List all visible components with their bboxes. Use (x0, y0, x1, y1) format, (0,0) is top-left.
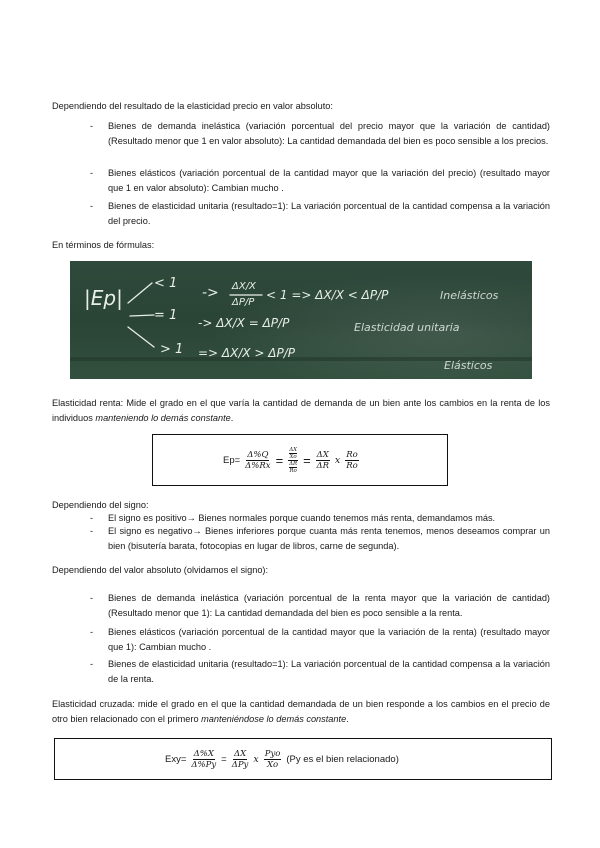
row1-word: Inelásticos (440, 289, 499, 302)
list-dash: - (90, 121, 94, 131)
formula-fraction (245, 450, 270, 471)
cross-end: . (346, 713, 349, 724)
frac-num: Pyo (264, 748, 281, 759)
income-title: Elasticidad renta: (52, 398, 124, 408)
list-item (90, 524, 550, 554)
formula-fraction (191, 749, 216, 770)
formula-fraction (345, 450, 359, 471)
lt-one-label: < 1 (154, 276, 178, 291)
cross-text: mide el grado en el que la cantidad demandada de un bien responde a los cambios en el precio de otro bien relacionado con el primero (52, 699, 550, 724)
income-text: Mide el grado en el que varía la cantidad de demanda de un bien ante los cambios en la renta de los individuos (52, 398, 550, 423)
frac-den: Δ%Rx (245, 460, 271, 471)
cross-title: Elasticidad cruzada: (52, 699, 135, 709)
formula-equals: = (221, 753, 227, 765)
arrow-label: -> (202, 285, 219, 301)
list-dash: - (90, 513, 94, 523)
frac-den-label: ΔP/P (232, 297, 255, 308)
row2-formula: -> ΔX/X = ΔP/P (198, 316, 290, 330)
formula-compound-fraction (288, 447, 298, 474)
list-item-text: El signo es positivo→ Bienes normales porque cuando tenemos más renta, demandamos más. (108, 513, 496, 523)
frac-den: Ro (346, 460, 358, 471)
chalkboard-drawing (70, 261, 532, 379)
formula-lhs: Exy= (165, 753, 187, 765)
formula-cross-box (54, 738, 552, 780)
list-dash: - (90, 593, 94, 603)
formula-note: (Py es el bien relacionado) (286, 753, 399, 765)
list-item-text: El signo es negativo→ Bienes inferiores porque cuanta más renta tenemos, menos deseamos comprar un bien (bisutería barata, fotocopias en lugar de libros, carne de segunda). (108, 526, 550, 551)
list-item-text: Bienes elásticos (variación porcentual de la cantidad mayor que la variación del precio) (resultado mayor que 1 en valor absoluto): Cambian mucho . (108, 168, 550, 193)
formula-fraction (316, 450, 330, 471)
frac-num: Ro (346, 449, 358, 460)
abs-ep-label: |Ep| (84, 286, 123, 310)
intro-absolute: Dependiendo del resultado de la elasticidad precio en valor absoluto: (52, 101, 333, 111)
formula-times: x (253, 753, 259, 765)
list-item (90, 166, 550, 196)
frac-num: Δ%X (193, 748, 214, 759)
eq-one-label: = 1 (154, 308, 178, 323)
frac-den (289, 461, 297, 474)
frac-inner-den: Ro (289, 467, 297, 474)
income-paragraph (52, 396, 550, 425)
formula-fraction (264, 749, 282, 770)
frac-num (288, 447, 298, 461)
formula-equals: = (303, 452, 311, 468)
chalkboard-image (70, 261, 532, 379)
frac-num: Δ%Q (247, 449, 269, 460)
list-item-text: Bienes de demanda inelástica (variación porcentual del precio mayor que la variación de cantidad) (Resultado menor que 1 en valor absoluto): La cantidad demandada del bien es poco sensible a los precios. (108, 121, 550, 146)
list-dash: - (90, 526, 94, 536)
gt-one-label: > 1 (160, 342, 184, 357)
frac-den: ΔR (316, 460, 330, 471)
list-dash: - (90, 659, 94, 669)
frac-inner-num: ΔR (289, 460, 298, 467)
frac-num-label: ΔX/X (232, 281, 256, 292)
cross-paragraph (52, 697, 550, 726)
list-item (90, 591, 550, 621)
formula-fraction (232, 749, 249, 770)
cross-italic: manteniéndose lo demás constante (201, 713, 347, 724)
frac-inner-den: Xo (289, 453, 297, 460)
frac-den: ΔPy (231, 759, 249, 770)
income-end: . (230, 412, 234, 423)
row3-word: Elásticos (444, 359, 493, 372)
frac-den: Xo (266, 759, 279, 770)
formula-cross (165, 745, 399, 773)
formulas-heading: En términos de fórmulas: (52, 240, 155, 250)
frac-num: ΔX (316, 449, 329, 460)
list-item-text: Bienes de demanda inelástica (variación porcentual de la renta mayor que la variación de cantidad) (Resultado menor que 1): La cantidad demandada del bien es poco sensible a la renta. (108, 593, 550, 618)
income-italic: manteniendo lo demás constante (95, 412, 231, 423)
list-dash: - (90, 627, 94, 637)
formula-lhs: Ep= (223, 454, 241, 466)
row3-formula: => ΔX/X > ΔP/P (198, 346, 296, 360)
list-item (90, 625, 550, 655)
formula-equals: = (275, 452, 284, 468)
row1-formula: < 1 => ΔX/X < ΔP/P (266, 288, 389, 302)
list-item-text: Bienes elásticos (variación porcentual de la cantidad mayor que la variación de la renta) (resultado mayor que 1): Cambian mucho . (108, 627, 550, 652)
abs-heading: Dependiendo del valor absoluto (olvidamos el signo): (52, 565, 269, 575)
list-item-text: Bienes de elasticidad unitaria (resultado=1): La variación porcentual de la cantidad compensa a la variación de la renta. (108, 659, 550, 684)
sign-heading: Dependiendo del signo: (52, 500, 149, 510)
list-item (90, 199, 550, 229)
frac-inner-num: ΔX (289, 446, 298, 453)
formula-income-box (152, 434, 448, 486)
list-dash: - (90, 168, 94, 178)
list-dash: - (90, 201, 94, 211)
frac-num: ΔX (233, 748, 247, 759)
list-item (90, 119, 550, 163)
formula-income (223, 446, 359, 474)
formula-times: x (334, 454, 341, 466)
list-item (90, 657, 550, 687)
frac-den: Δ%Py (191, 759, 217, 770)
row2-word: Elasticidad unitaria (354, 321, 460, 334)
list-item-text: Bienes de elasticidad unitaria (resultado=1): La variación porcentual de la cantidad compensa a la variación del precio. (108, 201, 550, 226)
